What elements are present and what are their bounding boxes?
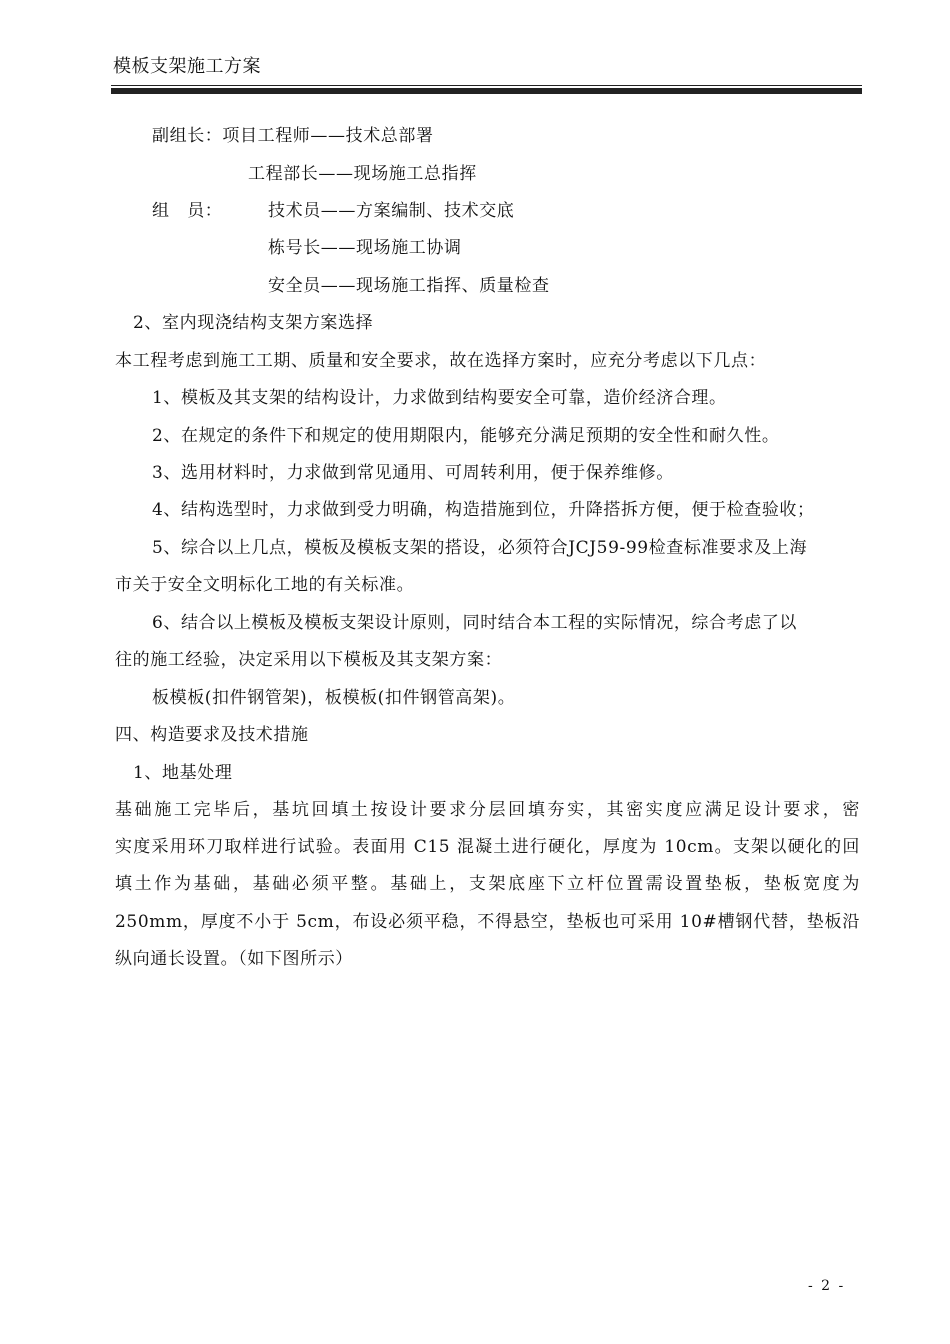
section-heading: 2、室内现浇结构支架方案选择	[133, 313, 374, 333]
paragraph-line: 填土作为基础，基础必须平整。基础上，支架底座下立杆位置需设置垫板，垫板宽度为	[115, 874, 860, 894]
text-line: 组 员：	[152, 201, 223, 221]
paragraph-line: 实度采用环刀取样进行试验。表面用 C15 混凝土进行硬化，厚度为 10cm。支架以硬化的回	[115, 837, 860, 857]
header-divider-thin	[111, 85, 862, 86]
header-divider-thick	[111, 88, 862, 94]
text-line: 技术员——方案编制、技术交底	[268, 201, 515, 221]
text-line: 本工程考虑到施工工期、质量和安全要求，故在选择方案时，应充分考虑以下几点：	[115, 351, 767, 371]
text-line: 工程部长——现场施工总指挥	[248, 164, 477, 184]
text-line: 市关于安全文明标化工地的有关标准。	[115, 575, 415, 595]
text-line: 安全员——现场施工指挥、质量检查	[268, 276, 550, 296]
list-item: 4、结构选型时，力求做到受力明确，构造措施到位，升降搭拆方便，便于检查验收；	[152, 500, 815, 520]
text-line: 栋号长——现场施工协调	[268, 238, 462, 258]
list-item: 6、结合以上模板及模板支架设计原则，同时结合本工程的实际情况，综合考虑了以	[152, 613, 798, 633]
page-header-title: 模板支架施工方案	[113, 56, 261, 77]
text-line: 往的施工经验，决定采用以下模板及其支架方案：	[115, 650, 503, 670]
text-line: 板模板(扣件钢管架)，板模板(扣件钢管高架)。	[152, 688, 516, 708]
list-item: 5、综合以上几点，模板及模板支架的搭设，必须符合JCJ59-99检查标准要求及上海	[152, 538, 808, 558]
subsection-heading: 1、地基处理	[133, 763, 233, 783]
list-item: 3、选用材料时，力求做到常见通用、可周转利用，便于保养维修。	[152, 463, 674, 483]
paragraph-line: 250mm，厚度不小于 5cm，布设必须平稳，不得悬空，垫板也可采用 10#槽钢代替，垫板沿	[115, 912, 860, 932]
paragraph-line: 纵向通长设置。（如下图所示）	[115, 949, 353, 969]
text-line: 副组长：项目工程师——技术总部署	[152, 126, 434, 146]
section-heading: 四、构造要求及技术措施	[115, 725, 309, 745]
list-item: 2、在规定的条件下和规定的使用期限内，能够充分满足预期的安全性和耐久性。	[152, 426, 780, 446]
page-number: - 2 -	[808, 1278, 846, 1294]
list-item: 1、模板及其支架的结构设计，力求做到结构要安全可靠，造价经济合理。	[152, 388, 727, 408]
paragraph-line: 基础施工完毕后，基坑回填土按设计要求分层回填夯实，其密实度应满足设计要求，密	[115, 800, 860, 820]
